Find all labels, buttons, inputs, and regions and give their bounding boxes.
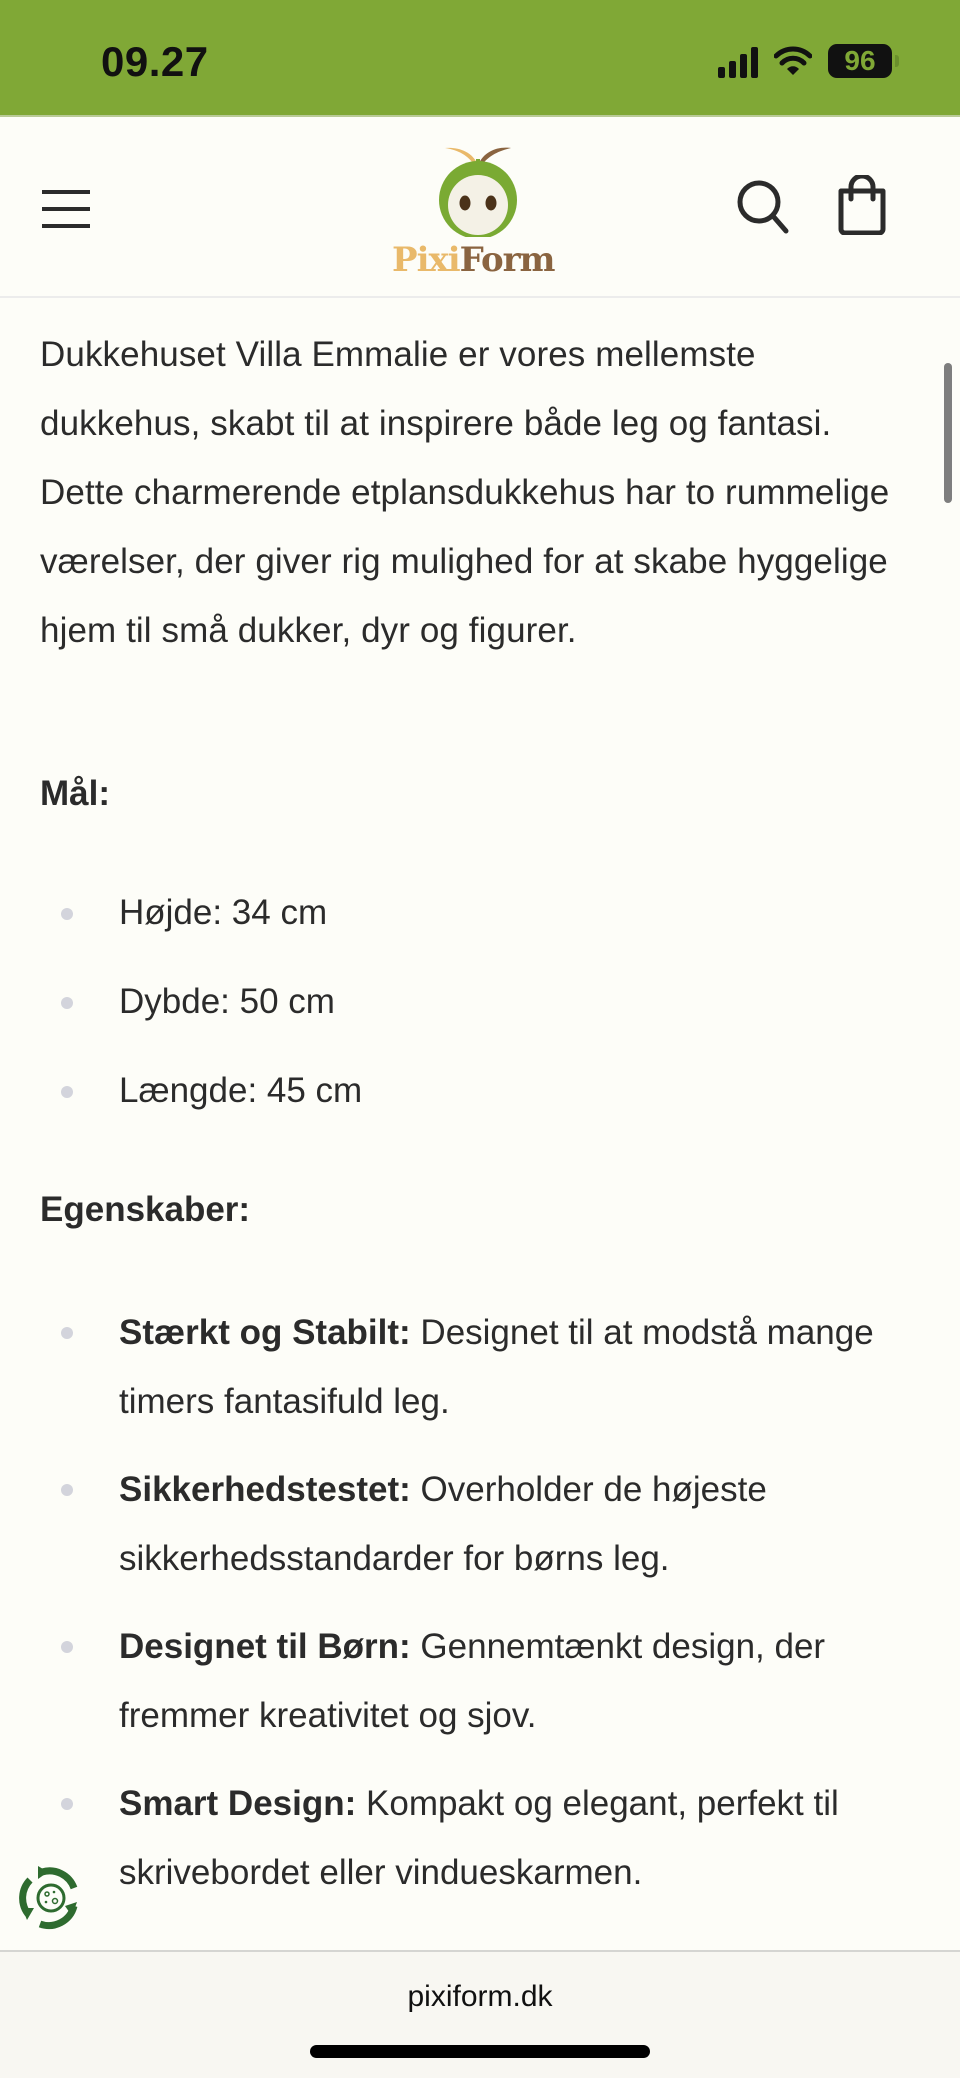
bullet-icon <box>61 1798 73 1810</box>
list-item <box>40 1298 920 1436</box>
status-time: 09.27 <box>101 38 209 85</box>
search-icon <box>736 179 792 235</box>
search-button[interactable] <box>736 179 792 235</box>
bullet-icon <box>61 1641 73 1653</box>
intro-paragraph: Dukkehuset Villa Emmalie er vores mellemste dukkehus, skabt til at inspirere både leg og fantasi. Dette charmerende etplansdukkehus har to rummelige værelser, der giver rig mulighed for at skabe hyggelige hjem til små dukker, dyr og figurer. <box>40 335 890 650</box>
page-scrollbar[interactable] <box>944 363 952 503</box>
battery-icon <box>828 44 892 78</box>
site-header <box>0 115 960 298</box>
product-description <box>40 298 920 1892</box>
feature-text: Gennemtænkt design, der fremmer kreativitet og sjov. <box>119 1627 826 1735</box>
eco-badge-button[interactable] <box>0 1850 100 1946</box>
list-item: Højde: 34 cm <box>40 888 920 977</box>
logo-wordmark: PixiForm <box>392 240 555 280</box>
hamburger-menu-icon[interactable] <box>40 187 92 231</box>
list-item: Længde: 45 cm <box>40 1066 920 1155</box>
feature-text: Kompakt og elegant, perfekt til skrivebordet eller vindueskarmen. <box>119 1784 839 1892</box>
browser-address-bar[interactable] <box>0 1950 960 2078</box>
bullet-icon <box>61 1327 73 1339</box>
status-icons <box>718 44 892 78</box>
logo-mascot-icon <box>388 137 568 237</box>
feature-text: Overholder de højeste sikkerhedsstandarder for børns leg. <box>119 1470 767 1578</box>
feature-title: Smart Design: <box>119 1784 357 1823</box>
shopping-bag-icon <box>836 175 888 235</box>
home-indicator[interactable] <box>310 2045 650 2058</box>
url-label[interactable]: pixiform.dk <box>407 1980 553 2013</box>
pixiform-logo[interactable] <box>388 137 568 287</box>
feature-text: Designet til at modstå mange timers fantasifuld leg. <box>119 1313 874 1421</box>
cart-button[interactable] <box>836 175 888 235</box>
recycle-eco-icon <box>14 1862 86 1934</box>
signal-icon <box>718 44 758 78</box>
list-item <box>40 1455 920 1593</box>
bullet-icon <box>61 908 73 920</box>
wifi-icon <box>774 46 812 76</box>
bullet-icon <box>61 997 73 1009</box>
feature-title: Stærkt og Stabilt: <box>119 1313 411 1352</box>
bullet-icon <box>61 1484 73 1496</box>
list-item: Dybde: 50 cm <box>40 977 920 1066</box>
list-item <box>40 1769 920 1907</box>
feature-title: Designet til Børn: <box>119 1627 411 1666</box>
dimensions-list <box>40 888 920 1155</box>
features-list <box>40 1298 920 1926</box>
battery-level: 96 <box>844 45 876 76</box>
dimensions-heading: Mål: <box>40 774 110 813</box>
status-bar <box>0 0 960 115</box>
bullet-icon <box>61 1086 73 1098</box>
list-item <box>40 1612 920 1750</box>
features-heading: Egenskaber: <box>40 1190 251 1229</box>
feature-title: Sikkerhedstestet: <box>119 1470 411 1509</box>
